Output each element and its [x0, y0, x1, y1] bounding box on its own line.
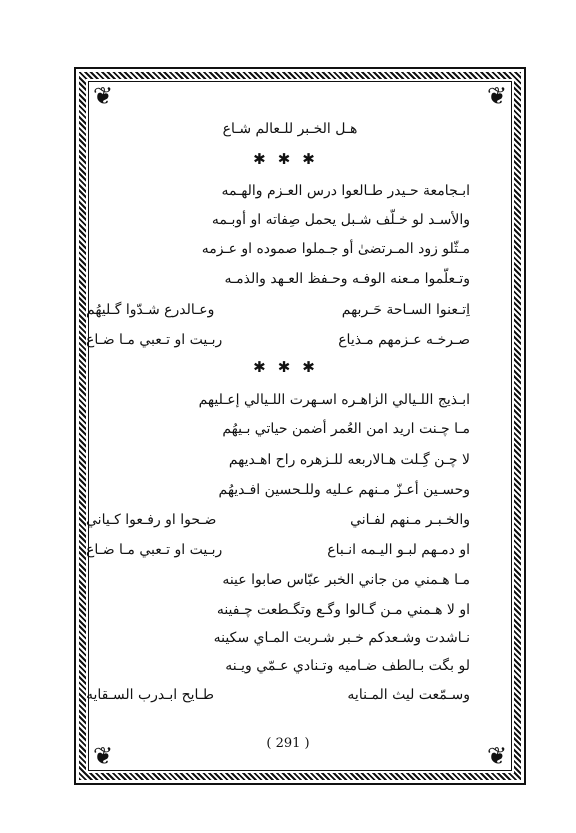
couplet-right: والخـبـر مـنهم لفـاني — [350, 512, 470, 528]
poem-title: هـل الخـبر للـعالم شـاع — [222, 121, 358, 137]
couplet-line — [86, 541, 470, 559]
verse-line: نـاشدت وشـعدكم خـبر شـربت المـاي سكينه — [213, 630, 470, 646]
verse-line: مـا چـنت اريد امن العُمر أضمن حياتي بـيهُم — [222, 421, 470, 437]
couplet-right: او دمـهم لبـو اليـمه انـباع — [327, 542, 470, 558]
couplet-line — [86, 301, 470, 319]
verse-line: ابـجامعة حـيدر طـالعوا درس العـزم والهـمه — [221, 183, 470, 199]
couplet-line — [86, 331, 470, 349]
verse-line: وتـعلّموا مـعنه الوفـه وحـفظ العـهد والذمـه — [224, 271, 470, 287]
verse-line: والأسـد لو خـلّف شـبل يحمل صِفاته او أوبـمه — [211, 212, 470, 228]
couplet-left: طـايح ابـدرب السـقايه — [86, 687, 215, 703]
page-number: ( 291 ) — [266, 736, 310, 751]
corner-ornament-icon: ❦ — [92, 742, 114, 770]
couplet-line — [86, 686, 470, 704]
verse-line: مـا هـمني من جاني الخبر عبّاس صابوا عينه — [222, 572, 470, 588]
couplet-left: ربـيت او تـعبي مـا ضـاع — [86, 332, 223, 348]
couplet-left: وعـالدرع شـدّوا گـليهُم — [86, 302, 215, 318]
couplet-right: اِتـعنوا السـاحة حَـربهم — [341, 302, 470, 318]
verse-line: لا چـن گِـلت هـالاربعه للـزهره راح اهـديهم — [228, 452, 470, 468]
stars-divider-icon: ✱✱✱ — [253, 150, 327, 168]
verse-line: لو بگت بـالطف ضـاميه وتـنادي عـمّي ويـنه — [225, 658, 470, 674]
corner-ornament-icon: ❦ — [486, 742, 508, 770]
verse-line: وحسـين أعـزّ مـنهم عـليه وللـحسين افـديهُم — [218, 482, 470, 498]
verse-line: ابـذيج اللـيالي الزاهـره اسـهرت اللـيالي إعـليهم — [198, 392, 470, 408]
corner-ornament-icon: ❦ — [486, 82, 508, 110]
verse-line: مـثّلو زود المـرتضىٰ أو جـملوا صموده او عـزمه — [201, 241, 470, 257]
stars-divider-icon: ✱✱✱ — [253, 358, 327, 376]
couplet-left: ضـحوا او رفـعوا كـياني — [86, 512, 217, 528]
couplet-right: صـرخـه عـزمهم مـذياع — [338, 332, 470, 348]
couplet-right: وسـمّعت ليث المـنايه — [347, 687, 470, 703]
couplet-left: ربـيت او تـعبي مـا ضـاع — [86, 542, 223, 558]
couplet-line — [86, 511, 470, 529]
verse-line: او لا هـمني مـن گـالوا وگـع وتگـطعت چـفينه — [216, 602, 470, 618]
corner-ornament-icon: ❦ — [92, 82, 114, 110]
